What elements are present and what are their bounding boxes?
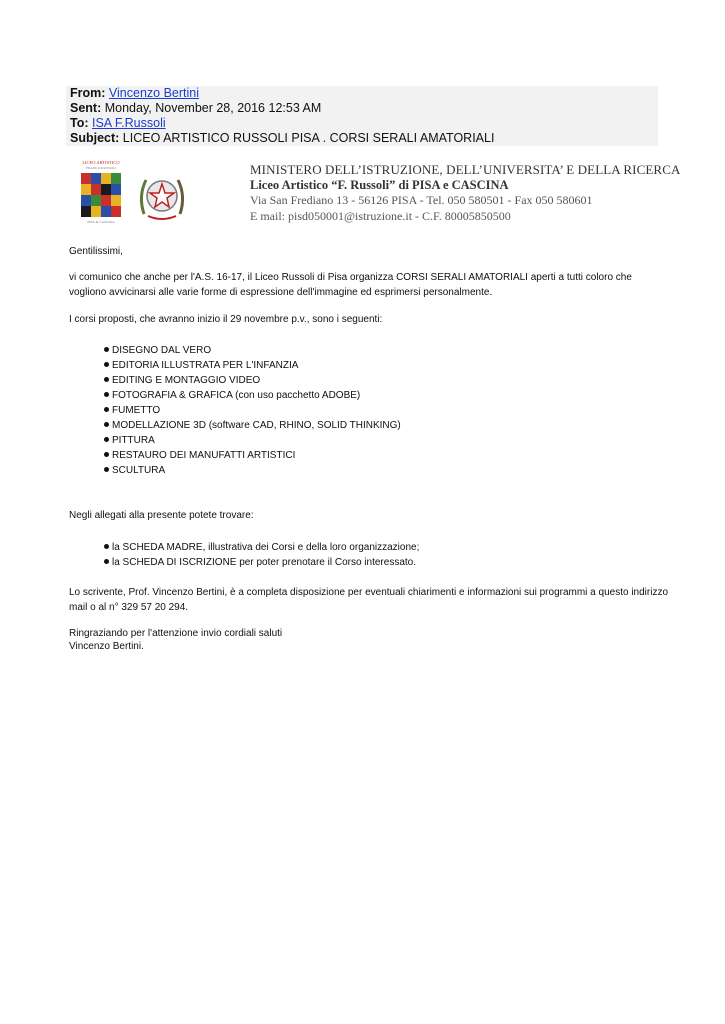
bullet-icon (104, 407, 109, 412)
to-label: To: (70, 116, 89, 130)
list-item (104, 388, 401, 403)
courses-list (104, 343, 401, 478)
from-line (70, 86, 199, 101)
attachment-label: la SCHEDA DI ISCRIZIONE per poter prenotare il Corso interessato. (112, 557, 417, 568)
letterhead-ministry: MINISTERO DELL’ISTRUZIONE, DELL’UNIVERSITA’ E DELLA RICERCA (250, 162, 681, 177)
logo-mosaic-icon (81, 173, 121, 217)
from-link[interactable]: Vincenzo Bertini (108, 86, 200, 100)
letterhead-address: Via San Frediano 13 - 56126 PISA - Tel. 050 580501 - Fax 050 580601 (250, 193, 593, 207)
attachment-label: la SCHEDA MADRE, illustrativa dei Corsi e della loro organizzazione; (112, 542, 420, 553)
subject-label: Subject: (70, 131, 120, 145)
subject-line (70, 131, 494, 146)
attachments-list (104, 540, 419, 570)
bullet-icon (104, 559, 109, 564)
intro-paragraph: vi comunico che anche per l'A.S. 16-17, il Liceo Russoli di Pisa organizza CORSI SERALI AMATORIALI aperti a tutti coloro che vogliono avvicinarsi alle varie forme di espressione dell'immagine ed esprimersi personalmente. (69, 272, 632, 298)
letterhead (70, 158, 681, 234)
list-item (104, 463, 401, 478)
course-label: EDITING E MONTAGGIO VIDEO (112, 375, 261, 386)
course-label: RESTAURO DEI MANUFATTI ARTISTICI (112, 450, 296, 461)
bullet-icon (104, 544, 109, 549)
course-label: EDITORIA ILLUSTRATA PER L'INFANZIA (112, 360, 299, 371)
list-item (104, 448, 401, 463)
course-label: DISEGNO DAL VERO (112, 345, 212, 356)
course-label: PITTURA (112, 435, 155, 446)
course-label: SCULTURA (112, 465, 166, 476)
list-item (104, 418, 401, 433)
course-label: FOTOGRAFIA & GRAFICA (con uso pacchetto ADOBE) (112, 390, 361, 401)
list-item (104, 555, 419, 570)
subject-value: LICEO ARTISTICO RUSSOLI PISA . CORSI SERALI AMATORIALI (122, 131, 495, 145)
list-item (104, 540, 419, 555)
bullet-icon (104, 467, 109, 472)
list-item (104, 373, 401, 388)
contact-paragraph: Lo scrivente, Prof. Vincenzo Bertini, è a completa disposizione per eventuali chiarimenti e informazioni sui programmi a questo indirizzo mail o al n° 329 57 20 294. (69, 587, 668, 613)
greeting: Gentilissimi, (69, 246, 123, 257)
to-line (70, 116, 166, 131)
list-item (104, 433, 401, 448)
email-header (66, 86, 658, 146)
to-link[interactable]: ISA F.Russoli (92, 116, 166, 130)
closing-line: Ringraziando per l'attenzione invio cordiali saluti (69, 628, 283, 639)
bullet-icon (104, 362, 109, 367)
attachments-intro: Negli allegati alla presente potete trovare: (69, 510, 254, 521)
letterhead-email: E mail: pisd050001@istruzione.it - C.F. 80005850500 (250, 209, 511, 223)
sent-line (70, 101, 321, 116)
bullet-icon (104, 347, 109, 352)
list-item (104, 358, 401, 373)
logo-text-2: FRANCO RUSSOLI (86, 166, 116, 170)
bullet-icon (104, 392, 109, 397)
bullet-icon (104, 377, 109, 382)
courses-intro: I corsi proposti, che avranno inizio il 29 novembre p.v., sono i seguenti: (69, 314, 383, 325)
republic-emblem-icon (136, 166, 188, 224)
course-label: MODELLAZIONE 3D (software CAD, RHINO, SOLID THINKING) (112, 420, 401, 431)
list-item (104, 343, 401, 358)
logo-text-3: PISA & CASCINA (87, 220, 115, 224)
logo-text-1: LICEO ARTISTICO (82, 160, 120, 165)
school-logo (78, 160, 124, 226)
from-label: From: (70, 86, 106, 100)
signature: Vincenzo Bertini. (69, 641, 144, 652)
bullet-icon (104, 452, 109, 457)
bullet-icon (104, 422, 109, 427)
course-label: FUMETTO (112, 405, 161, 416)
bullet-icon (104, 437, 109, 442)
list-item (104, 403, 401, 418)
sent-value: Monday, November 28, 2016 12:53 AM (104, 101, 322, 115)
sent-label: Sent: (70, 101, 102, 115)
letterhead-school: Liceo Artistico “F. Russoli” di PISA e CASCINA (250, 178, 509, 192)
